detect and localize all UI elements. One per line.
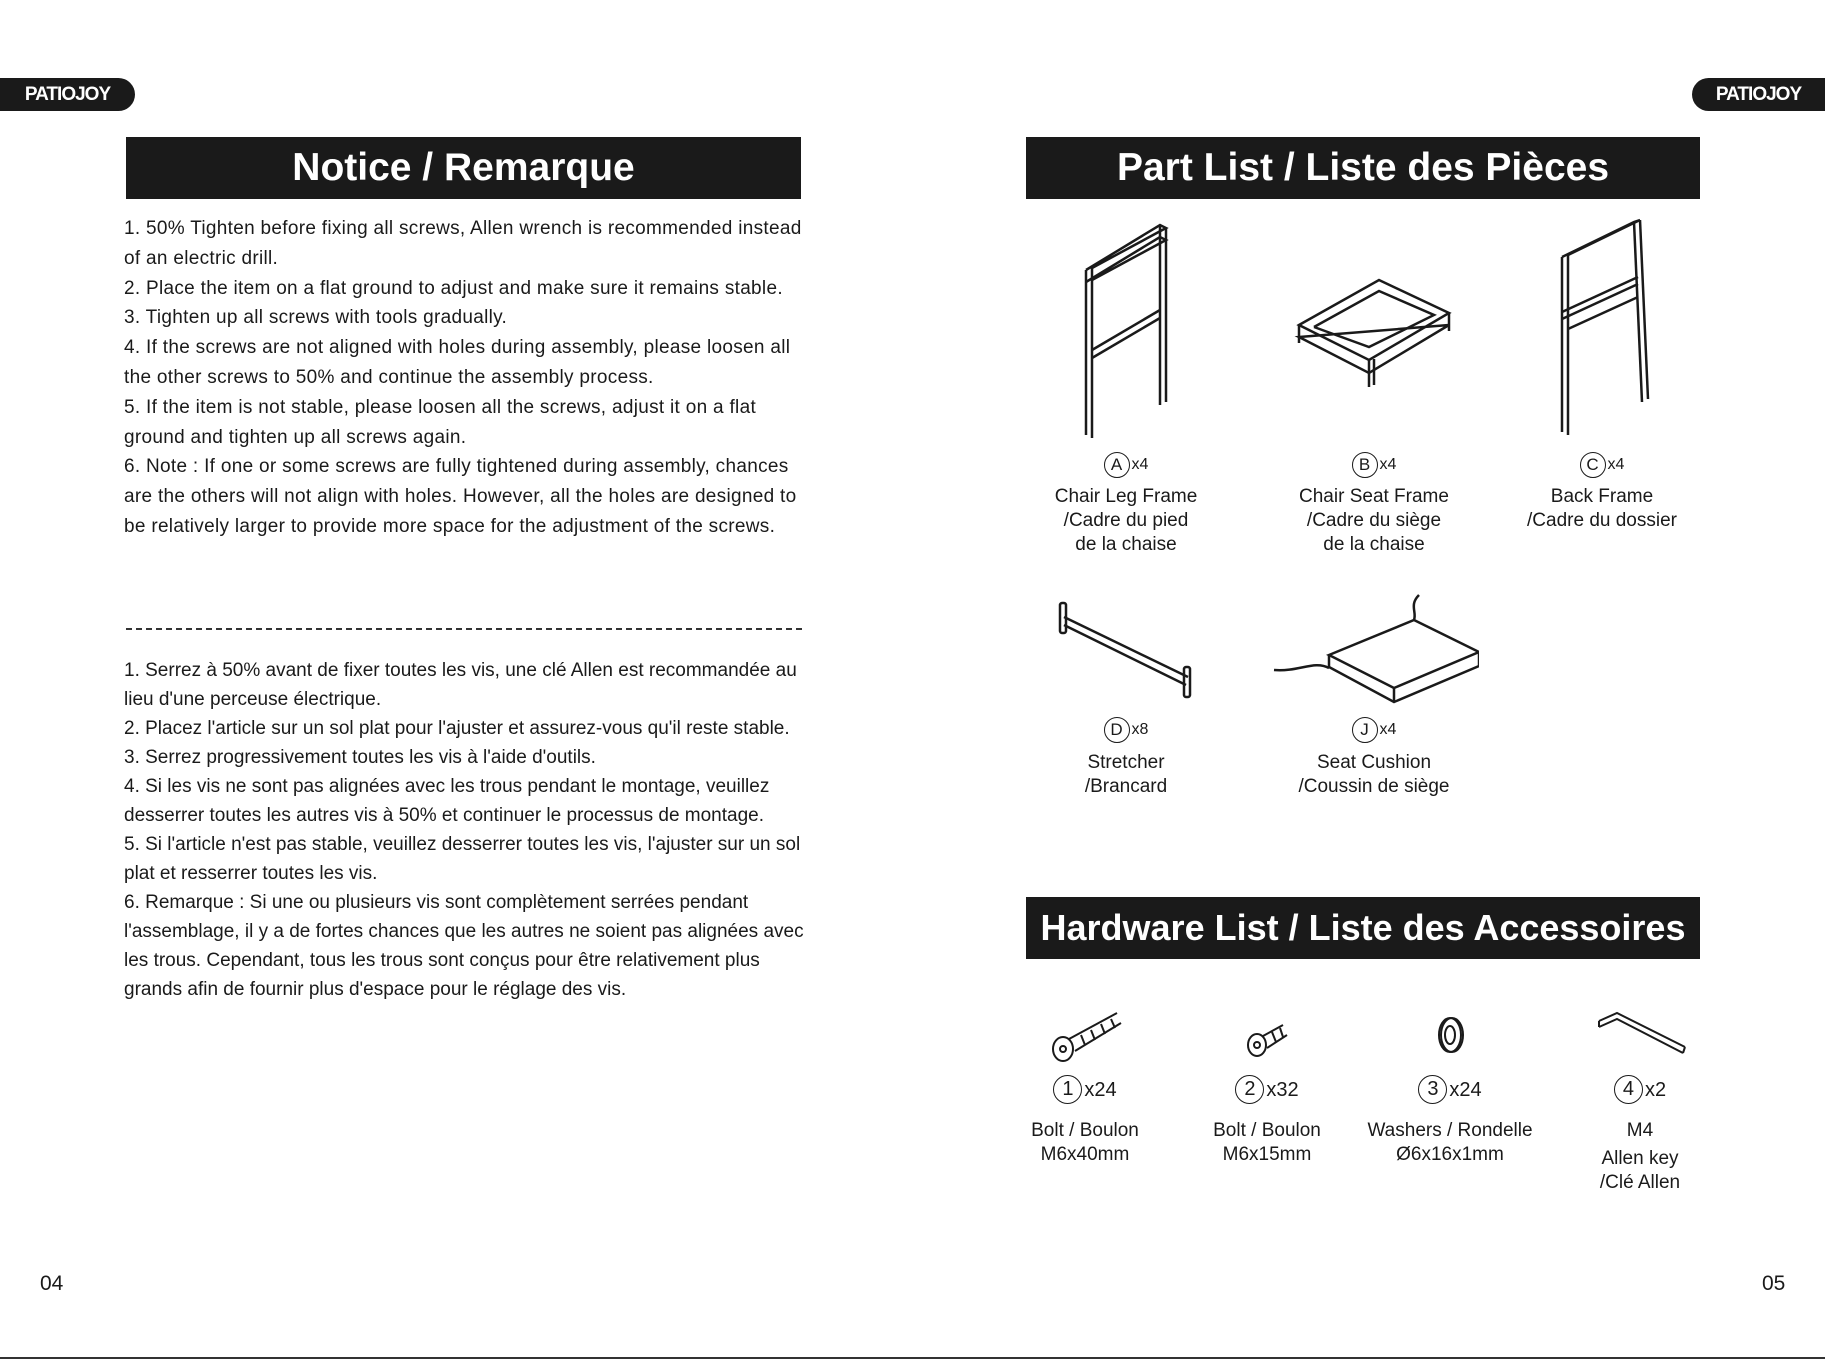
hardware-item-3: [1360, 995, 1540, 1195]
part-item-c: [1512, 215, 1692, 560]
part-name-fr-cont: de la chaise: [1323, 534, 1425, 555]
part-letter-badge: D: [1104, 717, 1130, 743]
hardware-spec: M6x40mm: [1040, 1144, 1130, 1165]
hardware-quantity: x32: [1266, 1078, 1299, 1101]
part-name-fr: /Brancard: [1084, 776, 1168, 797]
hardware-item-1: [1015, 995, 1155, 1195]
part-quantity: x4: [1379, 456, 1397, 473]
dashed-divider: [126, 628, 802, 630]
notice-en-item: 5. If the item is not stable, please loosen all the screws, adjust it on a flat ground and tighten up all screws again.: [124, 396, 757, 448]
notice-fr-item: 3. Serrez progressivement toutes les vis à l'aide d'outils.: [124, 747, 596, 768]
part-name: Chair Leg Frame: [1054, 486, 1198, 507]
hardware-number-badge: 3: [1418, 1075, 1447, 1104]
page-number: 05: [1762, 1272, 1786, 1295]
hardware-number-badge: 2: [1235, 1075, 1264, 1104]
hardware-quantity: x24: [1084, 1078, 1117, 1101]
part-letter-badge: J: [1352, 717, 1378, 743]
hardware-name-fr: /Clé Allen: [1599, 1172, 1681, 1193]
long-bolt-icon: [1047, 1005, 1127, 1065]
hardware-spec: M4: [1626, 1120, 1654, 1141]
chair-leg-frame-icon: [1076, 220, 1176, 445]
hardware-name: Washers / Rondelle: [1367, 1120, 1533, 1141]
bottom-rule: [0, 1357, 1825, 1359]
notice-fr-item: 4. Si les vis ne sont pas alignées avec les trous pendant le montage, veuillez desserrer toutes les autres vis à 50% et continuer le processus de montage.: [124, 776, 770, 826]
seat-cushion-icon: [1269, 590, 1479, 710]
brand-logo-left: PATIOJOY: [0, 78, 135, 111]
notice-en-item: 4. If the screws are not aligned with holes during assembly, please loosen all the other screws to 50% and continue the assembly process.: [124, 337, 791, 388]
allen-key-icon: [1595, 1007, 1695, 1057]
part-name-fr: /Cadre du dossier: [1527, 510, 1677, 531]
seat-frame-icon: [1294, 275, 1454, 395]
brand-logo-right: PATIOJOY: [1692, 78, 1825, 111]
hardware-number-badge: 1: [1053, 1075, 1082, 1104]
notice-en-item: 1. 50% Tighten before fixing all screws, Allen wrench is recommended instead of an electric drill.: [124, 218, 802, 269]
hardware-name: Allen key: [1601, 1148, 1679, 1169]
notice-fr-item: 1. Serrez à 50% avant de fixer toutes les vis, une clé Allen est recommandée au lieu d'une perceuse électrique.: [124, 660, 797, 710]
hardware-item-2: [1197, 995, 1337, 1195]
back-frame-icon: [1552, 217, 1652, 442]
notice-en-item: 3. Tighten up all screws with tools gradually.: [124, 307, 508, 329]
notice-title: Notice / Remarque: [126, 137, 801, 199]
hardware-name: Bolt / Boulon: [1031, 1120, 1139, 1141]
part-letter-badge: B: [1352, 452, 1378, 478]
notice-en-item: 6. Note : If one or some screws are fully tightened during assembly, chances are the others will not align with holes. However, all the holes are designed to be relatively larger to provide more space for the adjustment of the screws.: [124, 456, 797, 537]
part-name: Back Frame: [1550, 486, 1654, 507]
hardware-title: Hardware List / Liste des Accessoires: [1026, 897, 1700, 959]
hardware-spec: M6x15mm: [1222, 1144, 1312, 1165]
part-quantity: x8: [1131, 721, 1149, 738]
washer-icon: [1430, 1010, 1470, 1060]
part-quantity: x4: [1379, 721, 1397, 738]
part-name: Seat Cushion: [1316, 752, 1432, 773]
hardware-spec: Ø6x16x1mm: [1396, 1144, 1504, 1165]
part-letter-badge: C: [1580, 452, 1606, 478]
part-name: Stretcher: [1087, 752, 1165, 773]
hardware-number-badge: 4: [1614, 1075, 1643, 1104]
part-name: Chair Seat Frame: [1299, 486, 1449, 507]
part-item-j: [1264, 580, 1484, 810]
parts-title: Part List / Liste des Pièces: [1026, 137, 1700, 199]
part-name-fr: /Coussin de siège: [1298, 776, 1450, 797]
part-name-fr: /Cadre du pied: [1063, 510, 1189, 531]
hardware-item-4: [1570, 995, 1710, 1210]
part-item-b: [1284, 215, 1464, 560]
hardware-quantity: x2: [1644, 1078, 1667, 1101]
notice-french: [124, 656, 814, 1004]
part-quantity: x4: [1607, 456, 1625, 473]
notice-fr-item: 5. Si l'article n'est pas stable, veuillez desserrer toutes les vis, l'ajuster sur un sol plat et resserrer toutes les vis.: [124, 834, 801, 884]
part-quantity: x4: [1131, 456, 1149, 473]
hardware-quantity: x24: [1449, 1078, 1482, 1101]
notice-english: [124, 214, 814, 542]
part-letter-badge: A: [1104, 452, 1130, 478]
stretcher-icon: [1056, 595, 1196, 705]
notice-fr-item: 6. Remarque : Si une ou plusieurs vis sont complètement serrées pendant l'assemblage, il y a de fortes chances que les autres ne soient pas alignées avec les trous. Cependant, tous les trous sont conçus pour être relativement plus grands afin de fournir plus d'espace pour le réglage des vis.: [124, 892, 804, 1000]
hardware-name: Bolt / Boulon: [1213, 1120, 1321, 1141]
short-bolt-icon: [1239, 1005, 1299, 1065]
part-name-fr: /Cadre du siège: [1306, 510, 1442, 531]
part-item-d: [1036, 590, 1216, 810]
notice-en-item: 2. Place the item on a flat ground to adjust and make sure it remains stable.: [124, 277, 783, 299]
notice-fr-item: 2. Placez l'article sur un sol plat pour l'ajuster et assurez-vous qu'il reste stable.: [124, 718, 790, 739]
part-name-fr-cont: de la chaise: [1075, 534, 1177, 555]
part-item-a: [1036, 215, 1216, 560]
page-number: 04: [40, 1272, 64, 1295]
